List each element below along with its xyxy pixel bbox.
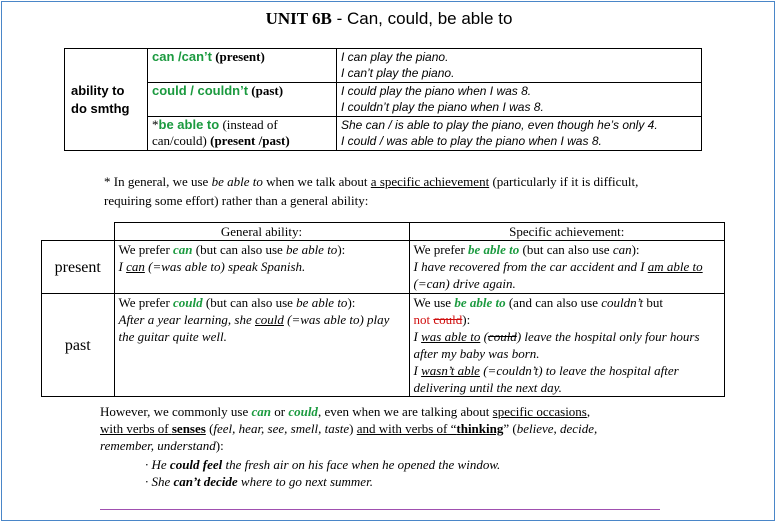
usage-explanation: However, we commonly use can or could, even when we are talking about specific occasions, with verbs of senses (feel, hear, see, smell, taste) and with verbs of “thinking” (believe, decide, remember, understand): · He could feel the fresh air on his face when he opened the window. · She can’t decide where to go next summer. bbox=[100, 403, 700, 490]
header-general-ability: General ability: bbox=[114, 223, 409, 241]
form-be-able-to: *be able to (instead of can/could) (present /past) bbox=[148, 117, 337, 151]
unit-number: UNIT 6B bbox=[265, 9, 332, 28]
ability-comparison-table bbox=[41, 222, 725, 397]
bottom-divider bbox=[100, 509, 660, 510]
row-header-ability: ability to do smthg bbox=[65, 49, 148, 151]
example-sentence-2: · She can’t decide where to go next summer. bbox=[145, 474, 373, 489]
form-can: can /can’t (present) bbox=[148, 49, 337, 83]
present-general: We prefer can (but can also use be able to): I can (=was able to) speak Spanish. bbox=[114, 241, 409, 294]
general-note: * In general, we use be able to when we talk about a specific achievement (particularly if it is difficult, requiring some effort) rather than a general ability: bbox=[104, 174, 639, 208]
example-can: I can play the piano. I can’t play the piano. bbox=[337, 49, 702, 83]
past-specific: We use be able to (and can also use couldn’t but not could): I was able to (could) leave the hospital only four hours after my baby was born. I wasn’t able (=couldn’t) to leave the hospital after delivering until the next day. bbox=[409, 294, 725, 397]
header-specific-achievement: Specific achievement: bbox=[409, 223, 725, 241]
past-general: We prefer could (but can also use be able to): After a year learning, she could (=was able to) play the guitar quite well. bbox=[114, 294, 409, 397]
unit-topic: Can, could, be able to bbox=[347, 9, 513, 28]
ability-table bbox=[64, 48, 702, 151]
form-could: could / couldn’t (past) bbox=[148, 83, 337, 117]
example-be-able-to: She can / is able to play the piano, even though he’s only 4. I could / was able to play the piano when I was 8. bbox=[337, 117, 702, 151]
present-specific: We prefer be able to (but can also use can): I have recovered from the car accident and I am able to (=can) drive again. bbox=[409, 241, 725, 294]
row-label-past: past bbox=[42, 294, 115, 397]
page-title: UNIT 6B - Can, could, be able to bbox=[265, 9, 513, 28]
row-label-present: present bbox=[42, 241, 115, 294]
example-could: I could play the piano when I was 8. I couldn’t play the piano when I was 8. bbox=[337, 83, 702, 117]
example-sentence-1: · He could feel the fresh air on his face when he opened the window. bbox=[145, 457, 501, 472]
